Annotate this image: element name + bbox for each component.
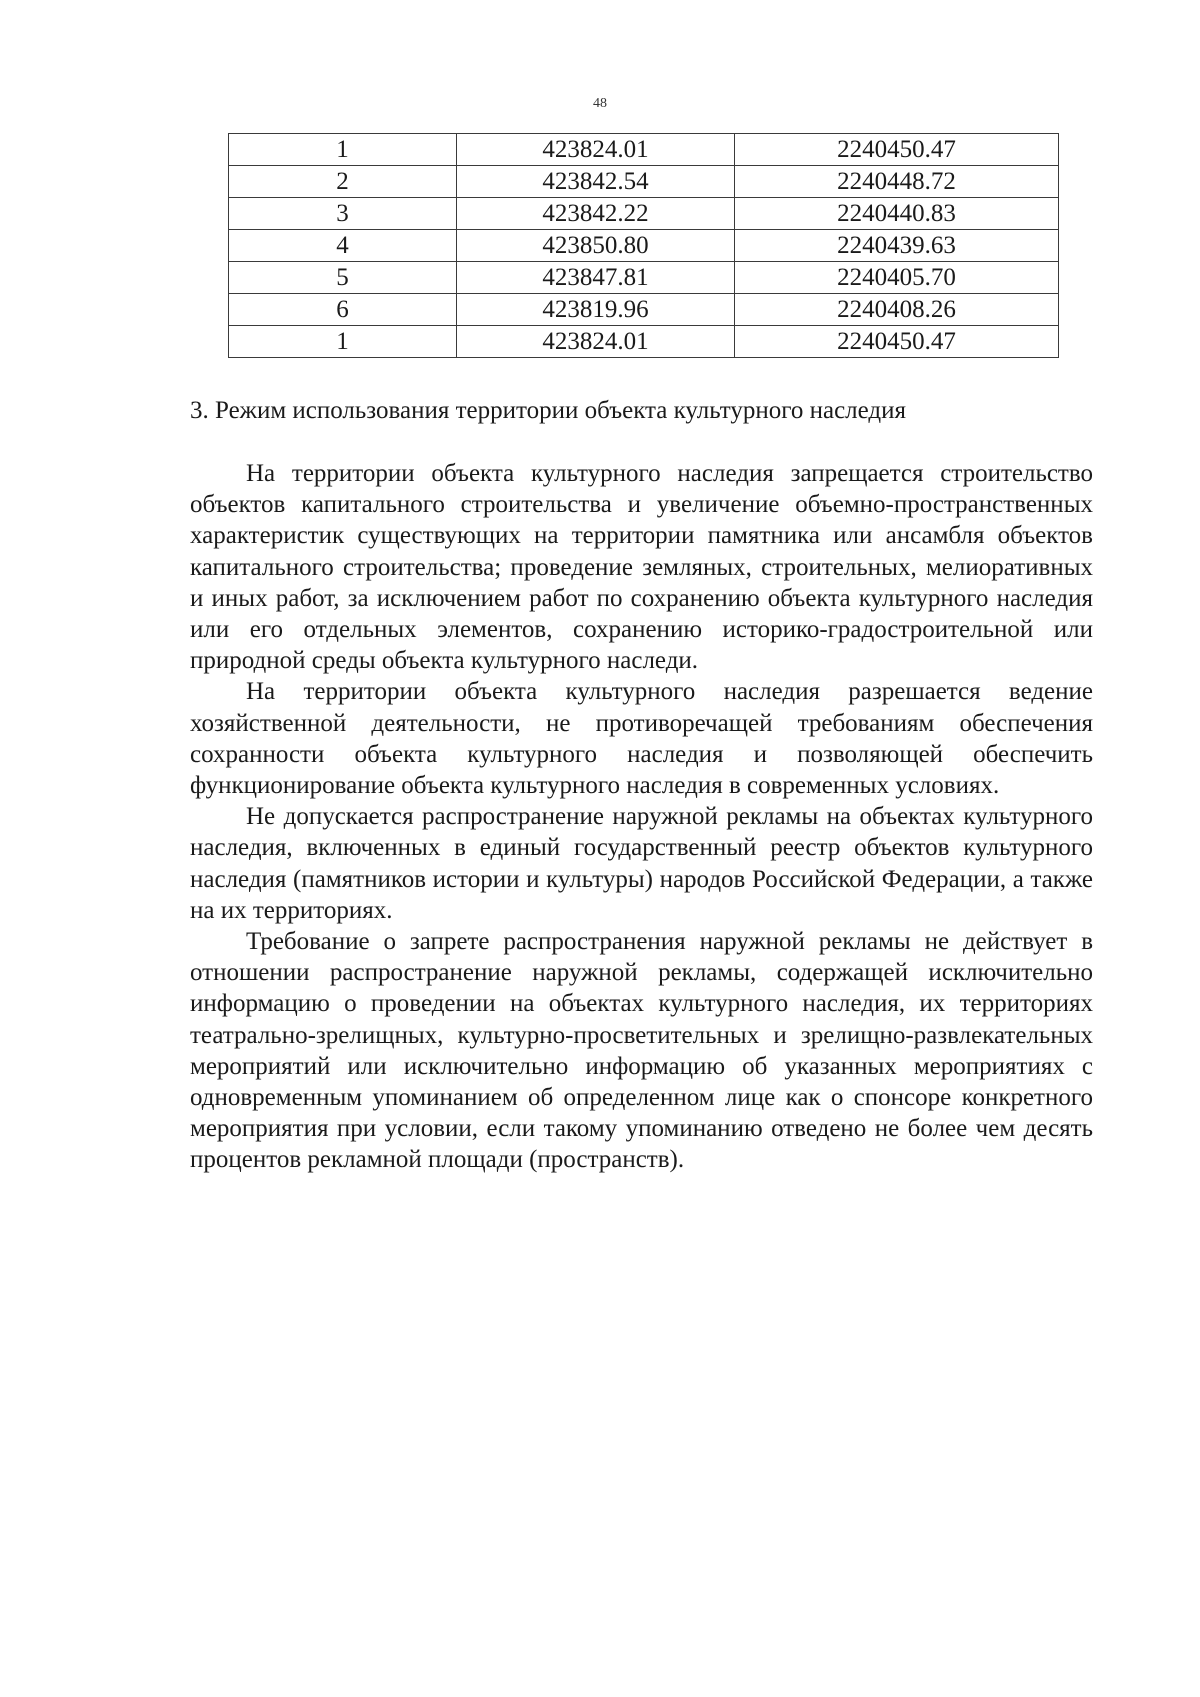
point-number-cell: 6 (229, 294, 457, 326)
x-coordinate-cell: 423824.01 (457, 326, 735, 358)
point-number-cell: 4 (229, 230, 457, 262)
coordinates-table (228, 133, 1059, 358)
y-coordinate-cell: 2240405.70 (735, 262, 1059, 294)
table-row (229, 230, 1059, 262)
point-number-cell: 2 (229, 166, 457, 198)
y-coordinate-cell: 2240448.72 (735, 166, 1059, 198)
table-row (229, 166, 1059, 198)
y-coordinate-cell: 2240408.26 (735, 294, 1059, 326)
x-coordinate-cell: 423819.96 (457, 294, 735, 326)
paragraph: На территории объекта культурного наследия разрешается ведение хозяйственной деятельности, не противоречащей требованиям обеспечения сохранности объекта культурного наследия и позволяющей обеспечить функционирование объекта культурного наследия в современных условиях. (190, 678, 1093, 800)
page-number: 48 (593, 96, 607, 111)
point-number-cell: 1 (229, 326, 457, 358)
section-heading: 3. Режим использования территории объекта культурного наследия (190, 397, 907, 424)
y-coordinate-cell: 2240440.83 (735, 198, 1059, 230)
table-row (229, 262, 1059, 294)
table-row (229, 294, 1059, 326)
point-number-cell: 1 (229, 134, 457, 166)
x-coordinate-cell: 423850.80 (457, 230, 735, 262)
point-number-cell: 5 (229, 262, 457, 294)
y-coordinate-cell: 2240450.47 (735, 134, 1059, 166)
x-coordinate-cell: 423842.22 (457, 198, 735, 230)
paragraph: Требование о запрете распространения наружной рекламы не действует в отношении распространение наружной рекламы, содержащей исключительно информацию о проведении на объектах культурного наследия, их территориях театрально-зрелищных, культурно-просветительных и зрелищно-развлекательных мероприятий или исключительно информацию об указанных мероприятиях с одновременным упоминанием об определенном лице как о спонсоре конкретного мероприятия при условии, если такому упоминанию отведено не более чем десять процентов рекламной площади (пространств). (190, 928, 1093, 1174)
paragraph: Не допускается распространение наружной рекламы на объектах культурного наследия, включенных в единый государственный реестр объектов культурного наследия (памятников истории и культуры) народов Российской Федерации, а также на их территориях. (190, 803, 1093, 924)
x-coordinate-cell: 423824.01 (457, 134, 735, 166)
x-coordinate-cell: 423847.81 (457, 262, 735, 294)
table-row (229, 134, 1059, 166)
y-coordinate-cell: 2240439.63 (735, 230, 1059, 262)
y-coordinate-cell: 2240450.47 (735, 326, 1059, 358)
table-row (229, 198, 1059, 230)
point-number-cell: 3 (229, 198, 457, 230)
section-body (190, 458, 1093, 1176)
paragraph: На территории объекта культурного наследия запрещается строительство объектов капитального строительства и увеличение объемно-пространственных характеристик существующих на территории памятника или ансамбля объектов капитального строительства; проведение земляных, строительных, мелиоративных и иных работ, за исключением работ по сохранению объекта культурного наследия или его отдельных элементов, сохранению историко-градостроительной или природной среды объекта культурного наследи. (190, 460, 1093, 675)
table-row (229, 326, 1059, 358)
x-coordinate-cell: 423842.54 (457, 166, 735, 198)
